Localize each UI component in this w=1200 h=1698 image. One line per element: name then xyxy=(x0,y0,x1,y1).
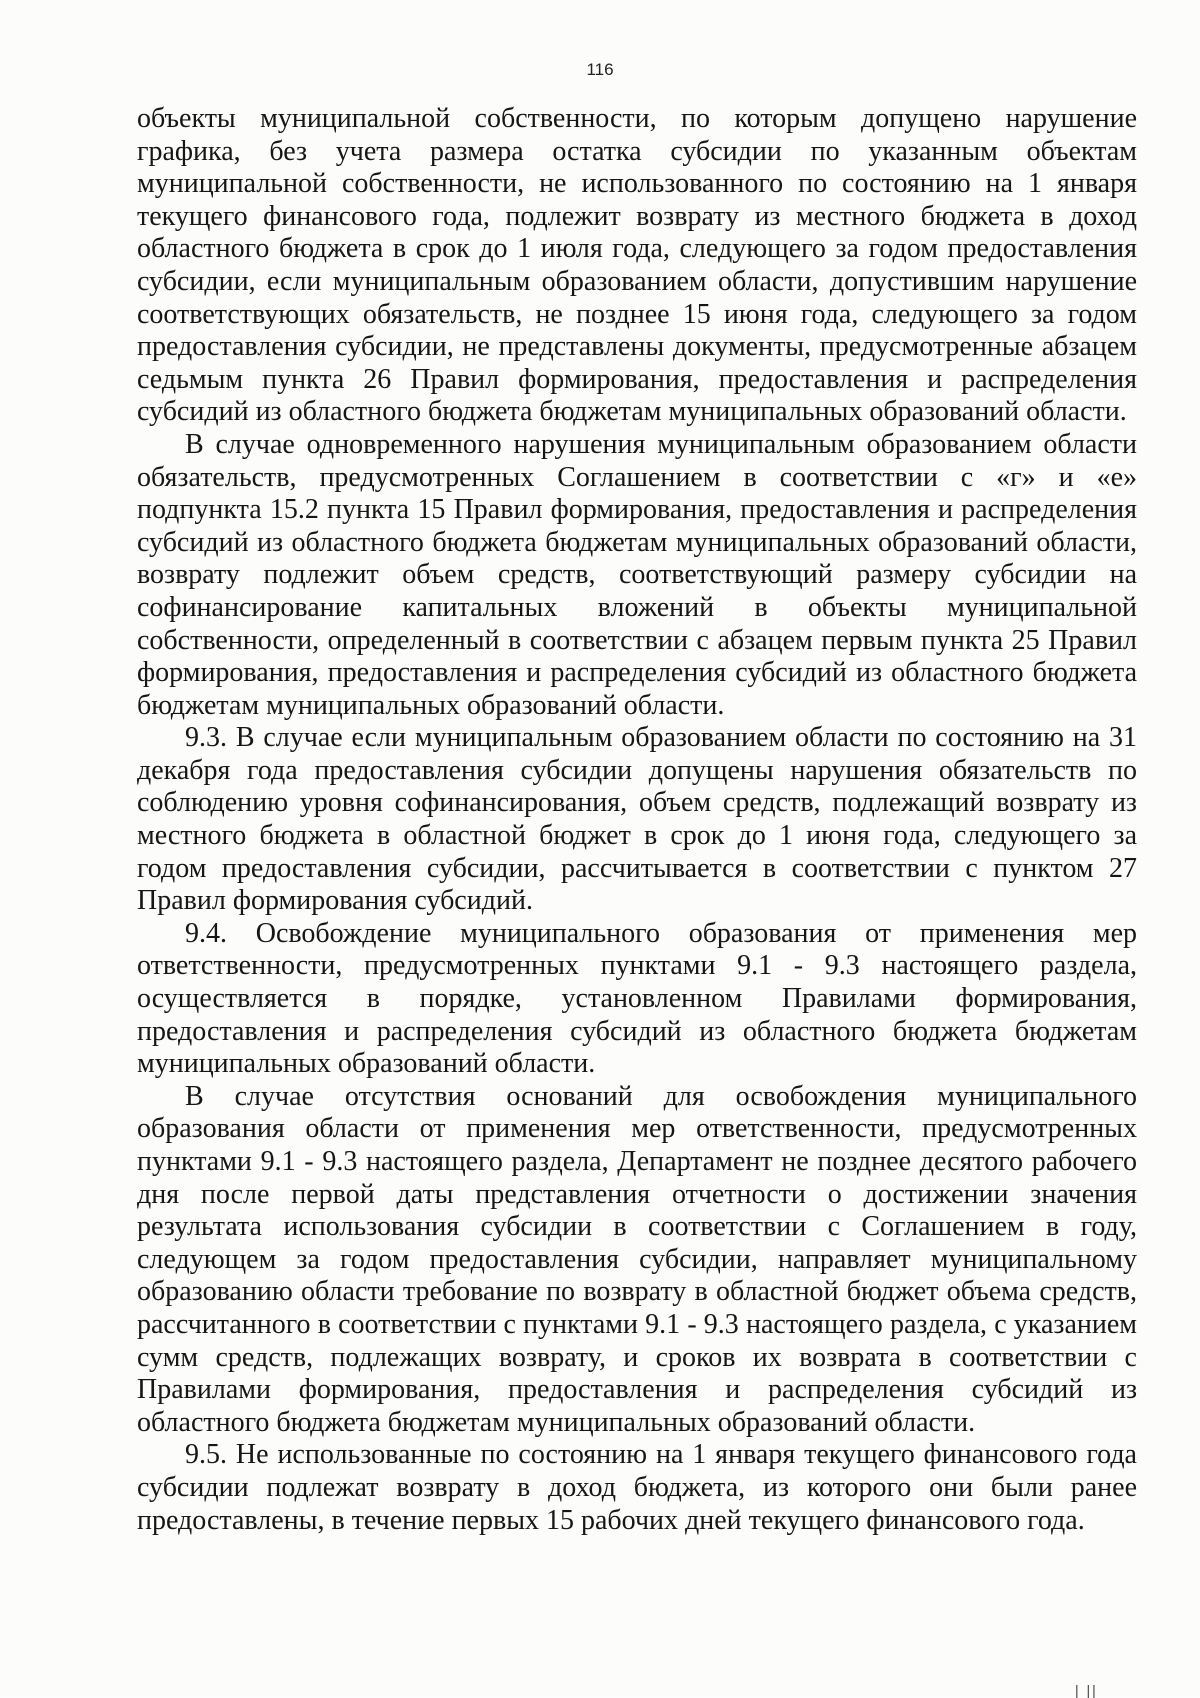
paragraph-9-4: 9.4. Освобождение муниципального образования от применения мер ответственности, предусмотренных пунктами 9.1 - 9.3 настоящего раздела, осуществляется в порядке, установленном Правилами формирования, предоставления и распределения субсидий из областного бюджета бюджетам муниципальных образований области. xyxy=(137,917,1137,1080)
paragraph: В случае одновременного нарушения муниципальным образованием области обязательств, предусмотренных Соглашением в соответствии с «г» и «е» подпункта 15.2 пункта 15 Правил формирования, предоставления и распределения субсидий из областного бюджета бюджетам муниципальных образований области, возврату подлежит объем средств, соответствующий размеру субсидии на софинансирование капитальных вложений в объекты муниципальной собственности, определенный в соответствии с абзацем первым пункта 25 Правил формирования, предоставления и распределения субсидий из областного бюджета бюджетам муниципальных образований области. xyxy=(137,428,1137,721)
paragraph-9-3: 9.3. В случае если муниципальным образованием области по состоянию на 31 декабря года предоставления субсидии допущены нарушения обязательств по соблюдению уровня софинансирования, объем средств, подлежащий возврату из местного бюджета в областной бюджет в срок до 1 июня года, следующего за годом предоставления субсидии, рассчитывается в соответствии с пунктом 27 Правил формирования субсидий. xyxy=(137,722,1137,917)
paragraph-continuation: объекты муниципальной собственности, по которым допущено нарушение графика, без учета размера остатка субсидии по указанным объектам муниципальной собственности, не использованного по состоянию на 1 января текущего финансового года, подлежит возврату из местного бюджета в доход областного бюджета в срок до 1 июля года, следующего за годом предоставления субсидии, если муниципальным образованием области, допустившим нарушение соответствующих обязательств, не позднее 15 июня года, следующего за годом предоставления субсидии, не представлены документы, предусмотренные абзацем седьмым пункта 26 Правил формирования, предоставления и распределения субсидий из областного бюджета бюджетам муниципальных образований области. xyxy=(137,103,1137,428)
scan-mark: | || xyxy=(1075,1682,1098,1698)
paragraph-9-5: 9.5. Не использованные по состоянию на 1 января текущего финансового года субсидии подлежат возврату в доход бюджета, из которого они были ранее предоставлены, в течение первых 15 рабочих дней текущего финансового года. xyxy=(137,1439,1137,1536)
page-number: 116 xyxy=(586,60,614,79)
document-body xyxy=(137,103,1137,1537)
paragraph: В случае отсутствия оснований для освобождения муниципального образования области от применения мер ответственности, предусмотренных пунктами 9.1 - 9.3 настоящего раздела, Департамент не позднее десятого рабочего дня после первой даты представления отчетности о достижении значения результата использования субсидии в соответствии с Соглашением в году, следующем за годом предоставления субсидии, направляет муниципальному образованию области требование по возврату в областной бюджет объема средств, рассчитанного в соответствии с пунктами 9.1 - 9.3 настоящего раздела, с указанием сумм средств, подлежащих возврату, и сроков их возврата в соответствии с Правилами формирования, предоставления и распределения субсидий из областного бюджета бюджетам муниципальных образований области. xyxy=(137,1080,1137,1438)
